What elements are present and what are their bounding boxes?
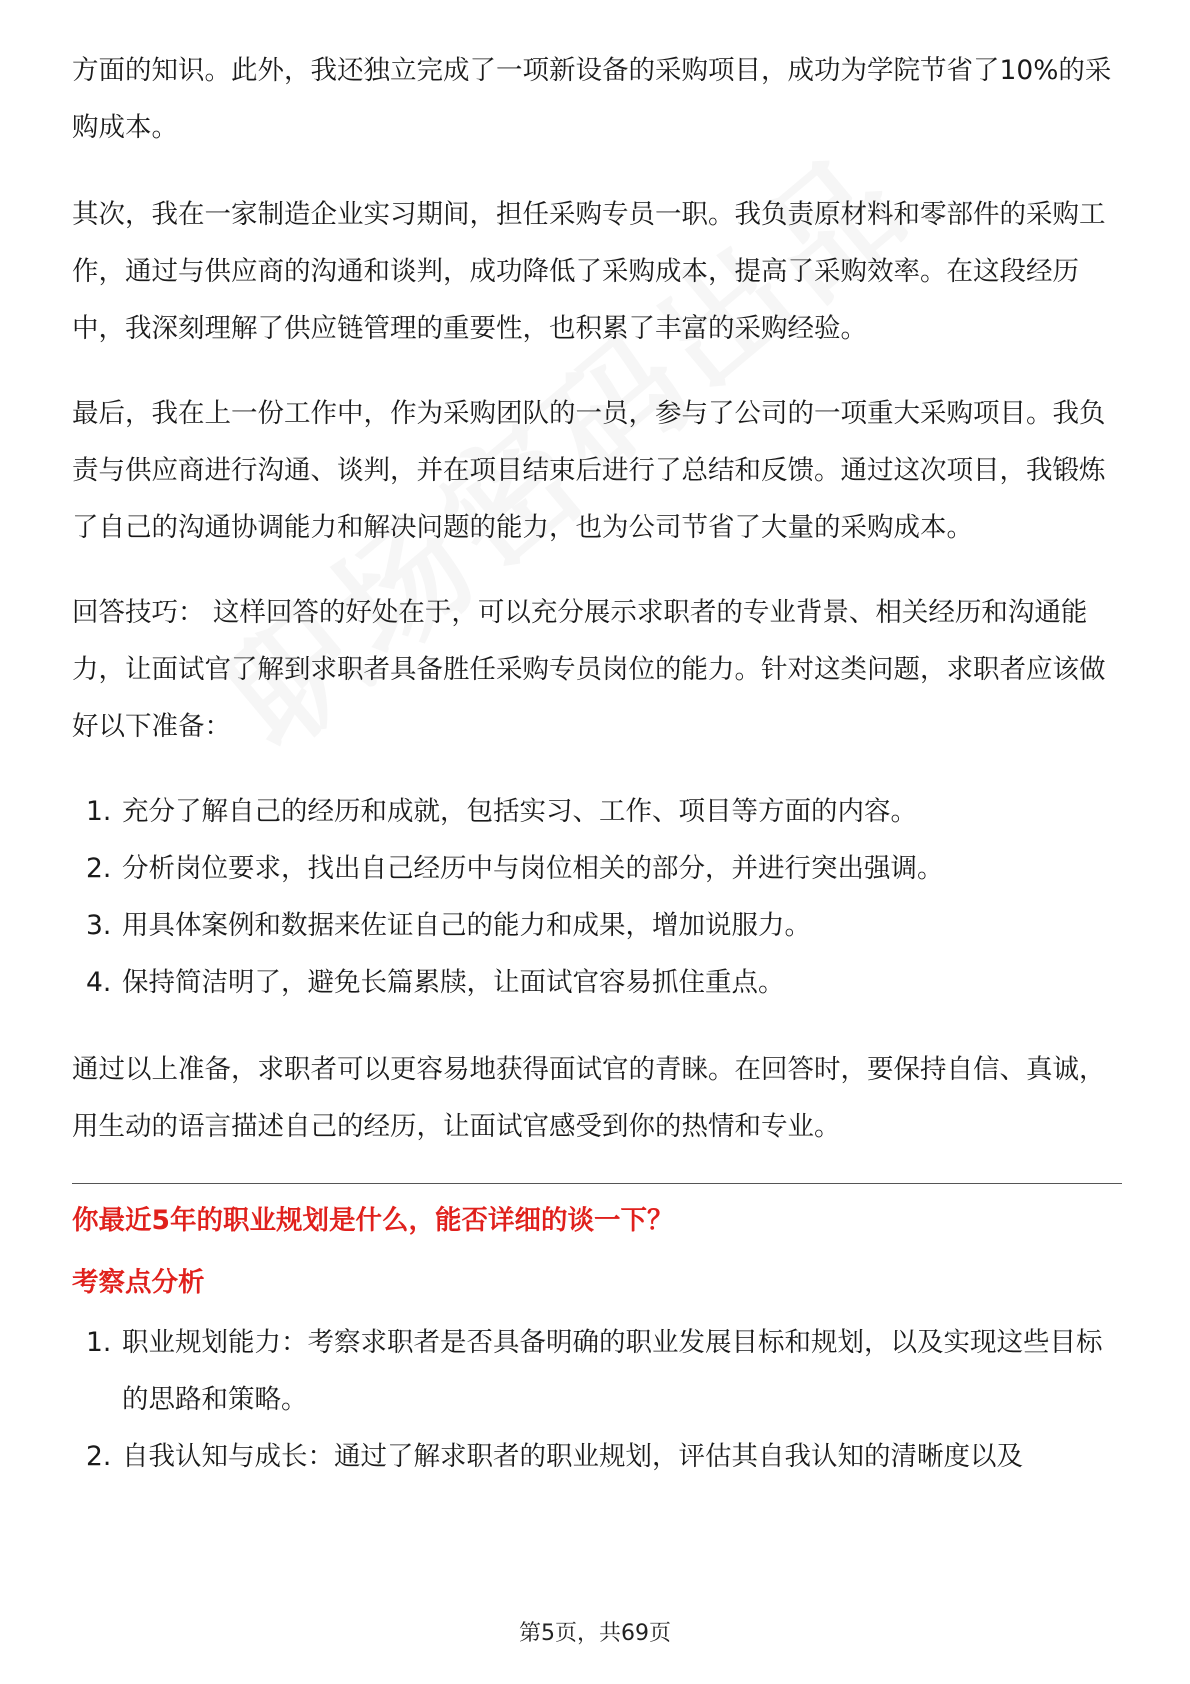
list-text: 用具体案例和数据来佐证自己的能力和成果，增加说服力。 bbox=[122, 910, 811, 941]
analysis-heading: 考察点分析 bbox=[72, 1267, 205, 1298]
list-number: 3. bbox=[86, 910, 112, 941]
list-item bbox=[72, 954, 1122, 1011]
question-heading: 你最近5年的职业规划是什么，能否详细的谈一下？ bbox=[72, 1205, 674, 1236]
list-number: 4. bbox=[86, 967, 112, 998]
paragraph-2: 其次，我在一家制造企业实习期间，担任采购专员一职。我负责原材料和零部件的采购工作，通过与供应商的沟通和谈判，成功降低了采购成本，提高了采购效率。在这段经历中，我深刻理解了供应链管理的重要性，也积累了丰富的采购经验。 bbox=[72, 199, 1106, 344]
page-footer: 第5页，共69页 bbox=[519, 1621, 671, 1646]
page-content bbox=[72, 42, 1122, 1515]
analysis-list bbox=[72, 1314, 1122, 1485]
list-text: 保持简洁明了，避免长篇累牍，让面试官容易抓住重点。 bbox=[122, 967, 785, 998]
list-text: 自我认知与成长：通过了解求职者的职业规划，评估其自我认知的清晰度以及 bbox=[122, 1441, 1023, 1472]
list-item bbox=[72, 897, 1122, 954]
tips-list bbox=[72, 783, 1122, 1011]
paragraph-3: 最后，我在上一份工作中，作为采购团队的一员，参与了公司的一项重大采购项目。我负责与供应商进行沟通、谈判，并在项目结束后进行了总结和反馈。通过这次项目，我锻炼了自己的沟通协调能力和解决问题的能力，也为公司节省了大量的采购成本。 bbox=[72, 398, 1106, 543]
list-item bbox=[72, 840, 1122, 897]
closing-paragraph: 通过以上准备，求职者可以更容易地获得面试官的青睐。在回答时，要保持自信、真诚，用生动的语言描述自己的经历，让面试官感受到你的热情和专业。 bbox=[72, 1054, 1106, 1142]
list-number: 1. bbox=[86, 1327, 112, 1358]
list-number: 2. bbox=[86, 853, 112, 884]
list-text: 职业规划能力：考察求职者是否具备明确的职业发展目标和规划，以及实现这些目标的思路和策略。 bbox=[122, 1327, 1103, 1415]
list-item bbox=[72, 1314, 1122, 1428]
list-text: 分析岗位要求，找出自己经历中与岗位相关的部分，并进行突出强调。 bbox=[122, 853, 944, 884]
list-number: 2. bbox=[86, 1441, 112, 1472]
paragraph-1: 方面的知识。此外，我还独立完成了一项新设备的采购项目，成功为学院节省了10%的采购成本。 bbox=[72, 55, 1112, 143]
list-text: 充分了解自己的经历和成就，包括实习、工作、项目等方面的内容。 bbox=[122, 796, 917, 827]
section-divider bbox=[72, 1183, 1122, 1184]
list-item bbox=[72, 783, 1122, 840]
list-item bbox=[72, 1428, 1122, 1485]
paragraph-answer-tips: 回答技巧： 这样回答的好处在于，可以充分展示求职者的专业背景、相关经历和沟通能力，让面试官了解到求职者具备胜任采购专员岗位的能力。针对这类问题，求职者应该做好以下准备： bbox=[72, 597, 1106, 742]
list-number: 1. bbox=[86, 796, 112, 827]
